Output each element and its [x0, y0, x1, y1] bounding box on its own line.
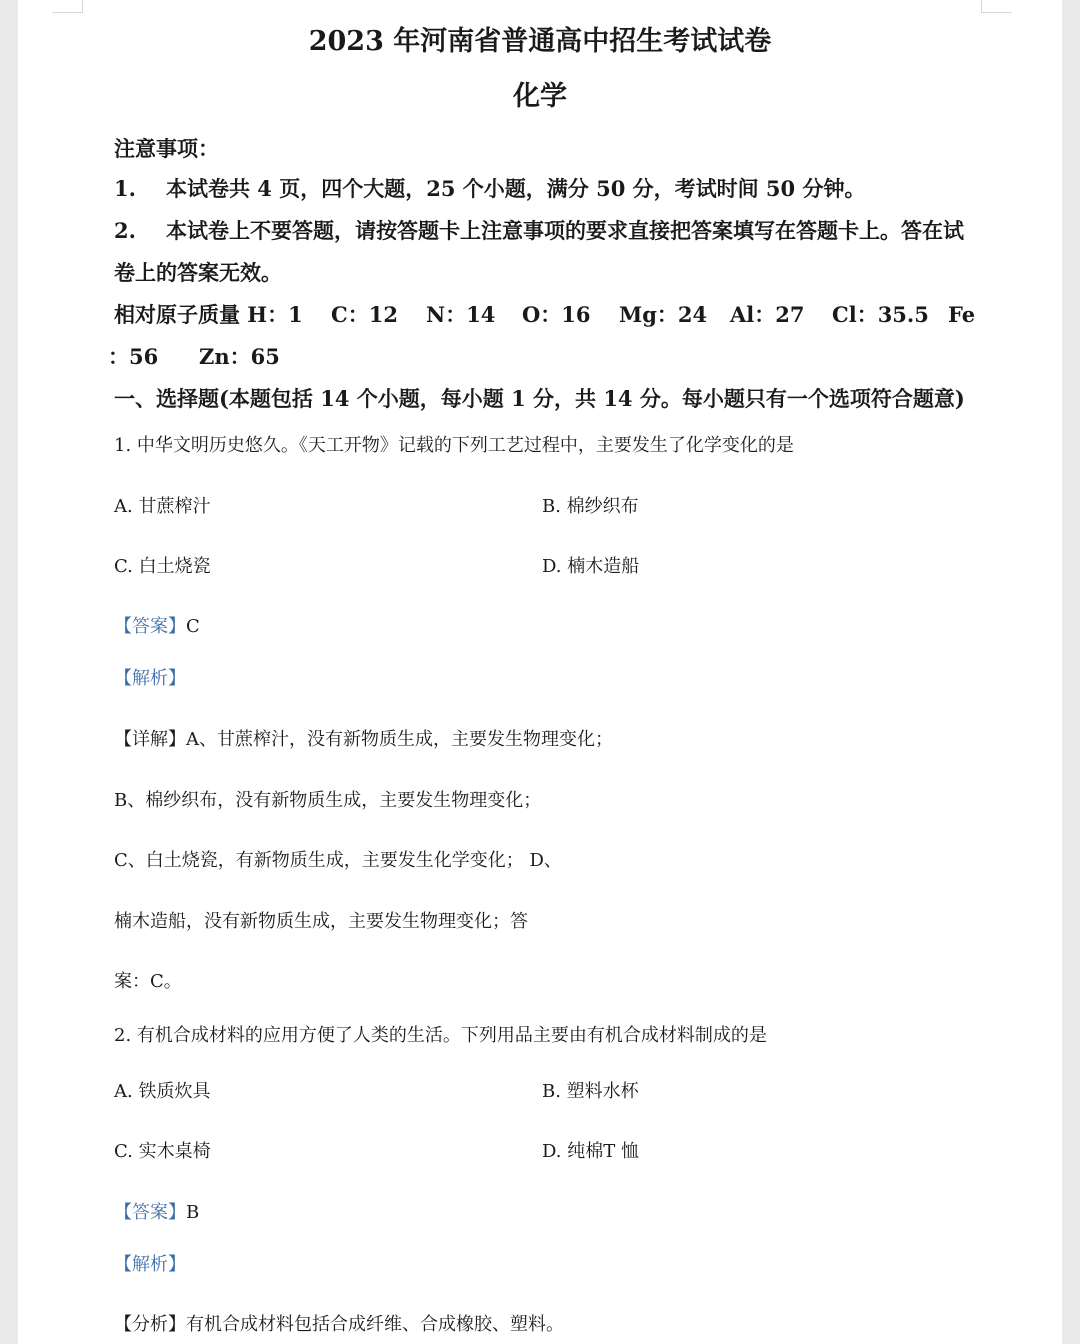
- atomic-mass-o: O：16: [522, 302, 591, 327]
- question-1-detail-line2: B、棉纱织布，没有新物质生成，主要发生物理变化；: [114, 790, 542, 811]
- answer-tag: 【答案】: [114, 1202, 186, 1223]
- question-1-analysis-tag: 【解析】: [114, 668, 186, 689]
- atomic-mass-cl: Cl：35.5: [832, 302, 929, 327]
- atomic-mass-fe-symbol: Fe: [948, 302, 976, 327]
- notice-item-2-text-line2: 卷上的答案无效。: [114, 260, 282, 285]
- detail-tag: 【详解】: [114, 729, 186, 750]
- subject-title: 化学: [513, 81, 567, 112]
- atomic-mass-n: N：14: [426, 302, 496, 327]
- answer-value: B: [186, 1202, 200, 1223]
- question-1-detail-line1: [114, 731, 613, 749]
- page-corner-mark-left: [52, 0, 83, 13]
- answer-tag: 【答案】: [114, 616, 186, 637]
- question-1-option-d: D. 楠木造船: [542, 556, 640, 577]
- notice-item-1-number: 1.: [114, 176, 136, 201]
- question-2-stem: 2. 有机合成材料的应用方便了人类的生活。下列用品主要由有机合成材料制成的是: [114, 1025, 767, 1046]
- notice-heading: 注意事项：: [114, 136, 219, 161]
- question-1-detail-line5: 案：C。: [114, 971, 182, 992]
- question-1-stem: 1. 中华文明历史悠久。《天工开物》记载的下列工艺过程中，主要发生了化学变化的是: [114, 435, 794, 456]
- section-1-heading: 一、选择题(本题包括 14 个小题，每小题 1 分，共 14 分。每小题只有一个选项符合题意): [114, 386, 965, 411]
- question-1-option-b: B. 棉纱织布: [542, 496, 639, 517]
- question-2-option-b: B. 塑料水杯: [542, 1081, 639, 1102]
- question-2-analysis-tag: 【解析】: [114, 1254, 186, 1275]
- atomic-mass-mg: Mg：24: [619, 302, 708, 327]
- notice-item-2-number: 2.: [114, 218, 136, 243]
- question-2-option-d: D. 纯棉T 恤: [542, 1141, 639, 1162]
- detail-text: A、甘蔗榨汁，没有新物质生成，主要发生物理变化；: [186, 729, 613, 750]
- question-2-fenxi-line: [114, 1316, 564, 1334]
- question-1-option-c: C. 白土烧瓷: [114, 556, 211, 577]
- fenxi-text: 有机合成材料包括合成纤维、合成橡胶、塑料。: [186, 1314, 564, 1335]
- exam-title: 2023 年河南省普通高中招生考试试卷: [308, 26, 772, 57]
- question-2-answer: [114, 1204, 199, 1222]
- question-1-detail-line3: C、白土烧瓷，有新物质生成，主要发生化学变化； D、: [114, 850, 562, 871]
- atomic-mass-fe-value: ：56: [108, 344, 159, 369]
- notice-item-1-text: 本试卷共 4 页，四个大题，25 个小题，满分 50 分，考试时间 50 分钟。: [166, 176, 866, 201]
- question-2-option-a: A. 铁质炊具: [114, 1081, 211, 1102]
- atomic-mass-label: 相对原子质量 H：1: [114, 302, 303, 327]
- notice-item-2-text-line1: 本试卷上不要答题，请按答题卡上注意事项的要求直接把答案填写在答题卡上。答在试: [166, 218, 964, 243]
- question-1-answer: [114, 618, 200, 636]
- fenxi-tag: 【分析】: [114, 1314, 186, 1335]
- answer-value: C: [186, 616, 200, 637]
- question-2-option-c: C. 实木桌椅: [114, 1141, 211, 1162]
- question-1-detail-line4: 楠木造船，没有新物质生成，主要发生物理变化；答: [114, 911, 528, 932]
- question-1-option-a: A. 甘蔗榨汁: [114, 496, 211, 517]
- atomic-mass-al: Al：27: [730, 302, 805, 327]
- atomic-mass-c: C：12: [331, 302, 398, 327]
- atomic-mass-zn: Zn：65: [199, 344, 280, 369]
- page-corner-mark-right: [981, 0, 1012, 13]
